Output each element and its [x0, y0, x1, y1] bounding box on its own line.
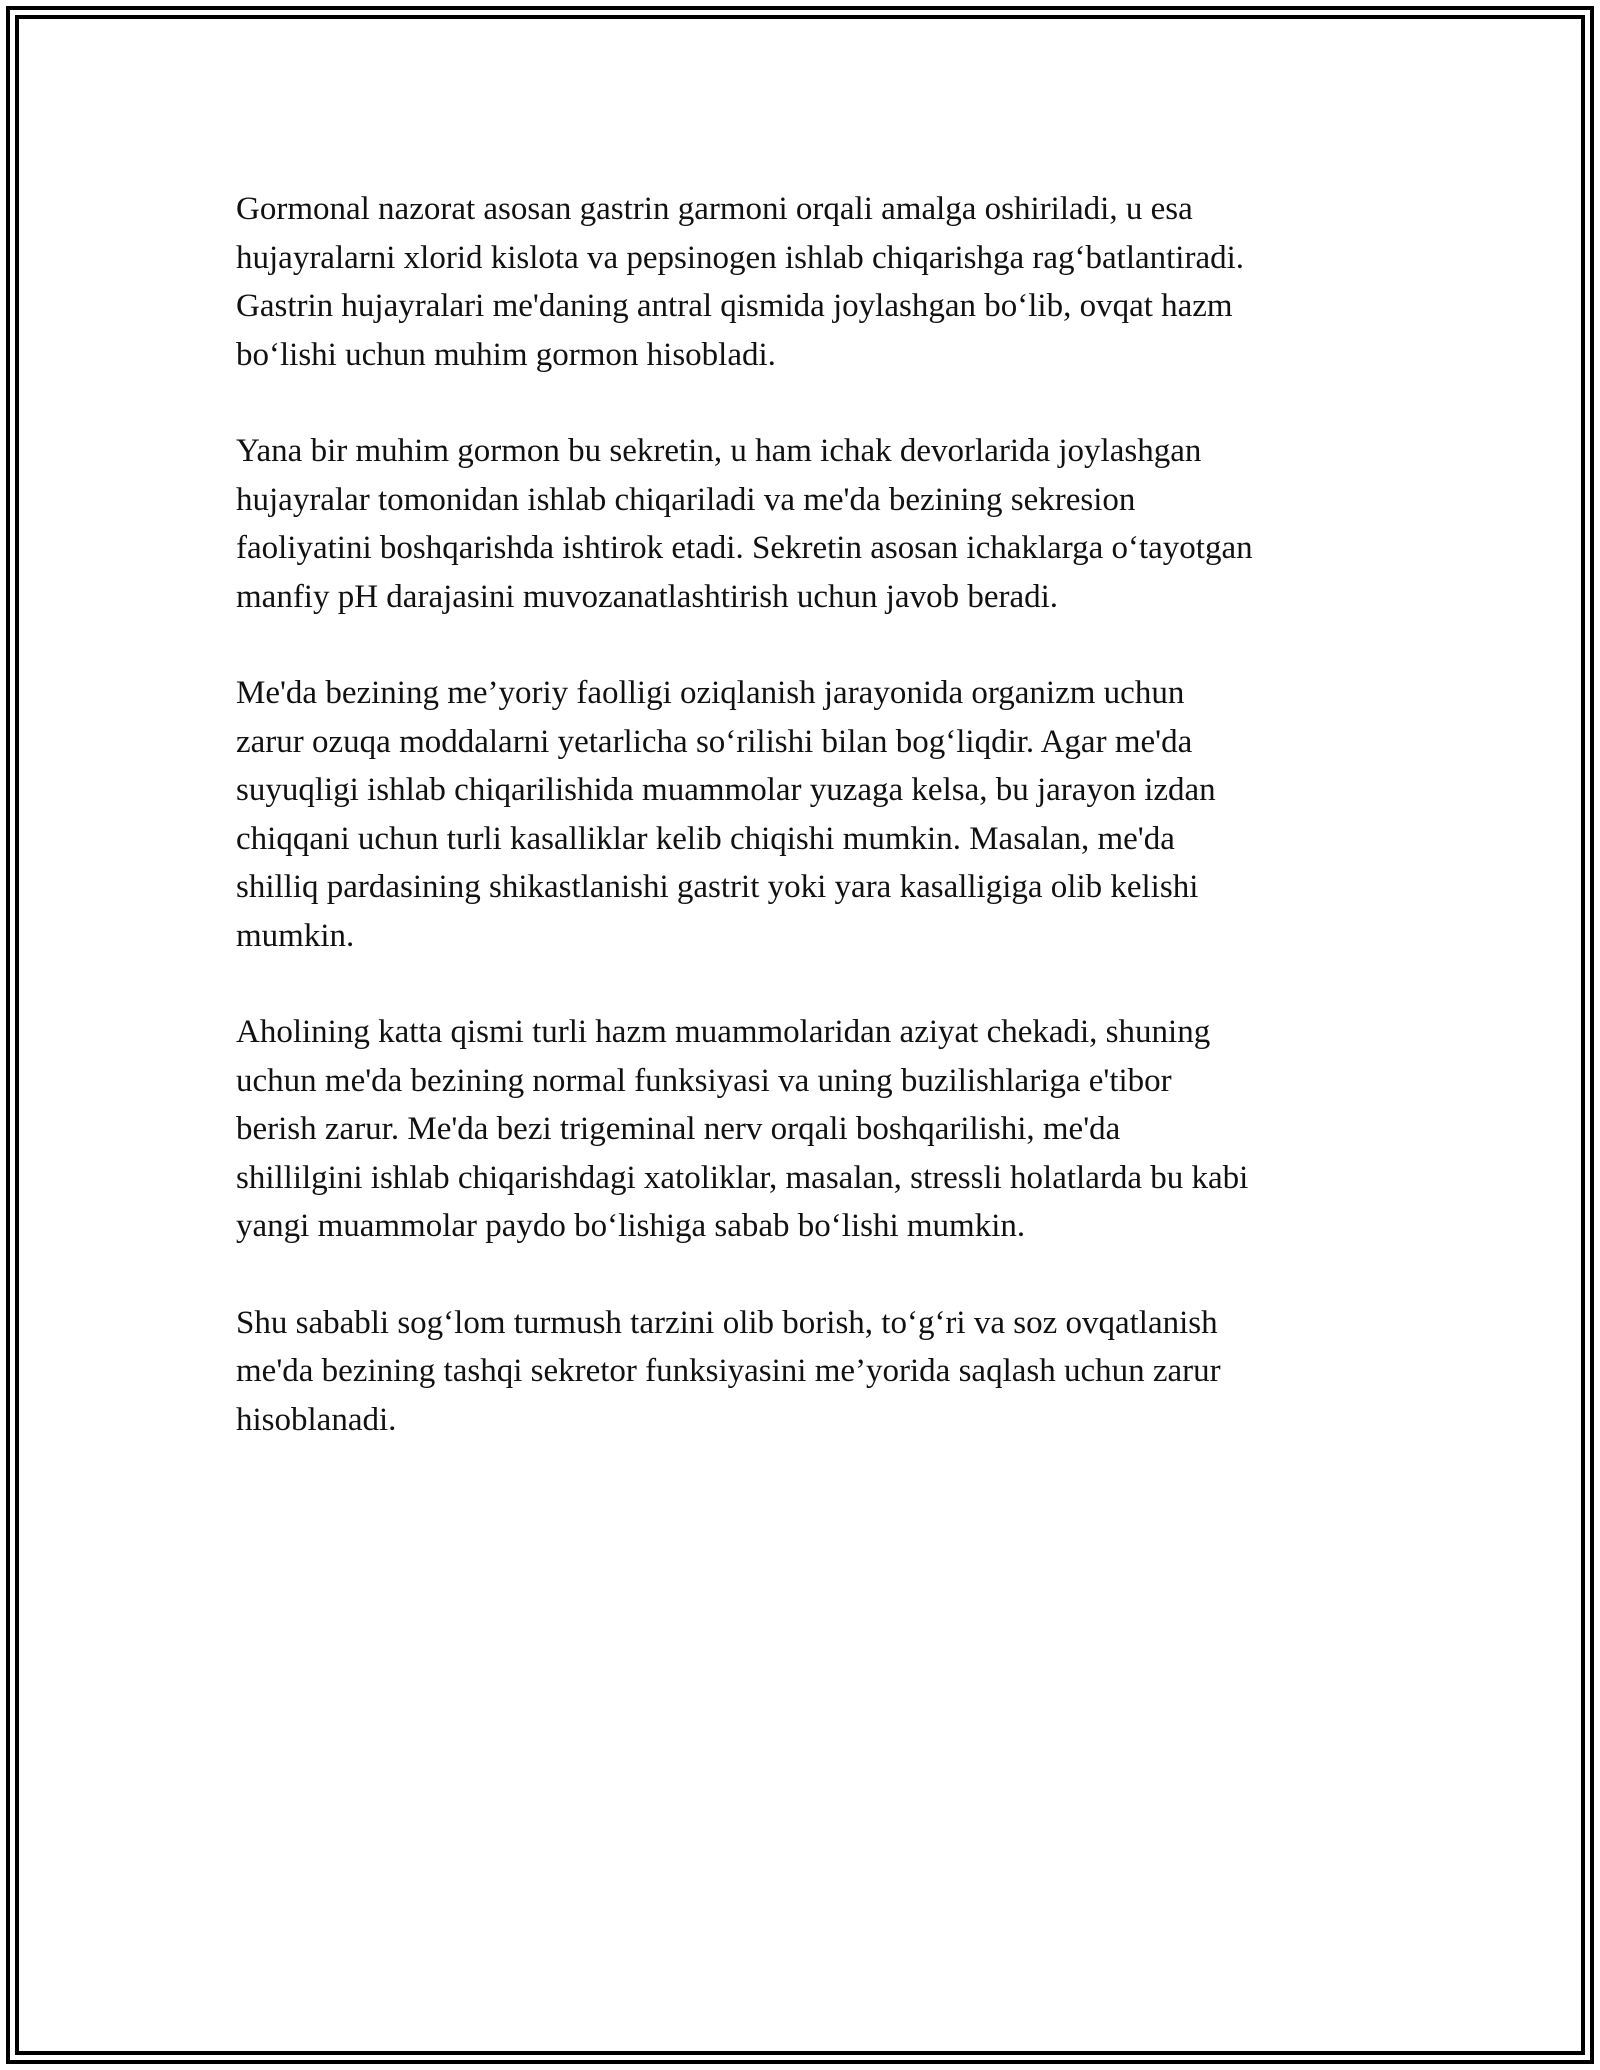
paragraph-normal-activity: Me'da bezining me’yoriy faolligi oziqlanish jarayonida organizm uchun zarur ozuqa moddalarni yetarlicha so‘rilishi bilan bog‘liqdir. Agar me'da suyuqligi ishlab chiqarilishida muammolar yuzaga kelsa, bu jarayon izdan chiqqani uchun turli kasalliklar kelib chiqishi mumkin. Masalan, me'da shilliq pardasining shikastlanishi gastrit yoki yara kasalligiga olib kelishi mumkin. — [236, 675, 1216, 954]
paragraph-secretin: Yana bir muhim gormon bu sekretin, u ham ichak devorlarida joylashgan hujayralar tomonidan ishlab chiqariladi va me'da bezining sekresion faoliyatini boshqarishda ishtirok etadi. Sekretin asosan ichaklarga o‘tayotgan manfiy pH darajasini muvozanatlashtirish uchun javob beradi. — [236, 433, 1253, 615]
document-body — [236, 185, 1376, 1492]
paragraph-gastrin: Gormonal nazorat asosan gastrin garmoni orqali amalga oshiriladi, u esa hujayralarni xlorid kislota va pepsinogen ishlab chiqarishga rag‘batlantiradi. Gastrin hujayralari me'daning antral qismida joylashgan bo‘lib, ovqat hazm bo‘lishi uchun muhim gormon hisobladi. — [236, 191, 1245, 373]
paragraph-digestive-problems: Aholining katta qismi turli hazm muammolaridan aziyat chekadi, shuning uchun me'da bezining normal funksiyasi va uning buzilishlariga e'tibor berish zarur. Me'da bezi trigeminal nerv orqali boshqarilishi, me'da shillilgini ishlab chiqarishdagi xatoliklar, masalan, stressli holatlarda bu kabi yangi muammolar paydo bo‘lishiga sabab bo‘lishi mumkin. — [236, 1014, 1249, 1244]
paragraph-healthy-lifestyle: Shu sababli sog‘lom turmush tarzini olib borish, to‘g‘ri va soz ovqatlanish me'da bezining tashqi sekretor funksiyasini me’yorida saqlash uchun zarur hisoblanadi. — [236, 1304, 1221, 1438]
